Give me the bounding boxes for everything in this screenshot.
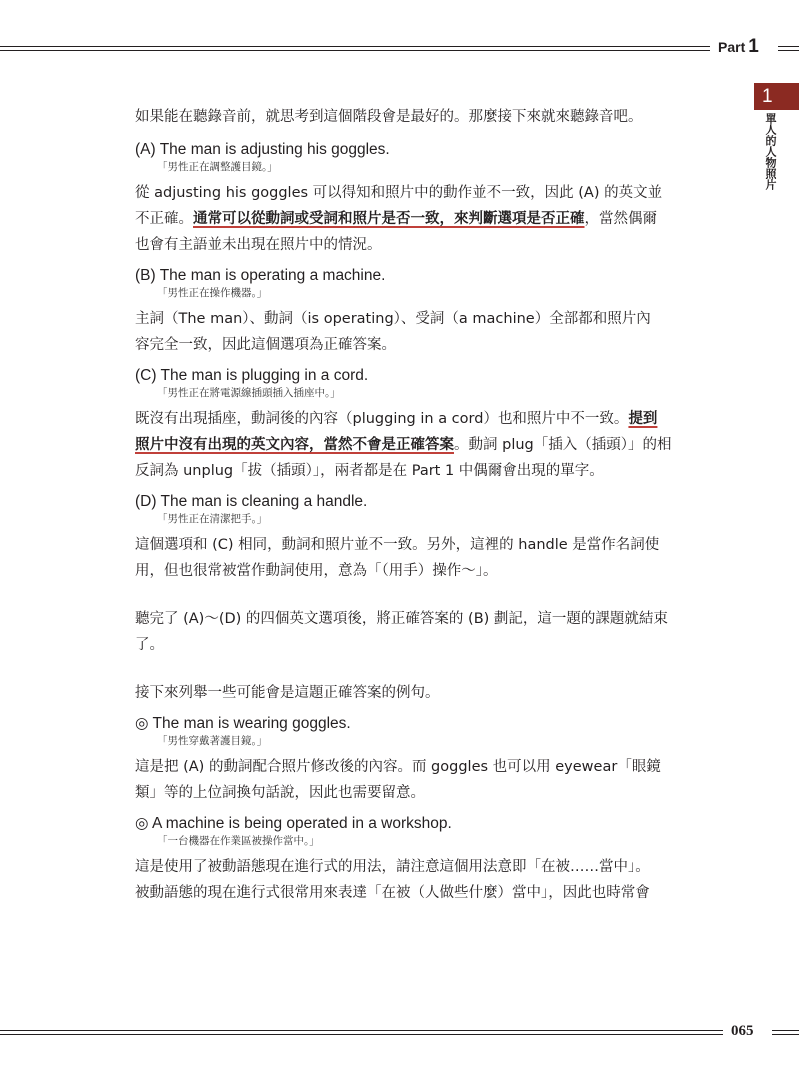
chapter-tab (754, 83, 799, 110)
paragraph-example-1-explanation (135, 754, 665, 806)
paragraph-line: 聽完了 (A)～(D) 的四個英文選項後，將正確答案的 (B) 劃記，這一題的課題就結束 (135, 611, 668, 627)
highlighted-text: 照片中沒有出現的英文內容，當然不會是正確答案 (135, 437, 454, 453)
example-sentence-1: ◎ The man is wearing goggles. (135, 715, 351, 732)
paragraph-line (135, 206, 665, 232)
paragraph-line: 被動語態的現在進行式很常用來表達「在被（人做些什麼）當中」，因此也時常會 (135, 885, 650, 901)
paragraph-line: 這是使用了被動語態現在進行式的用法，請注意這個用法意即「在被……當中」。 (135, 859, 650, 875)
paragraph-examples-intro: 接下來列舉一些可能會是這題正確答案的例句。 (135, 685, 440, 701)
part-label-text: Part (718, 39, 746, 55)
choice-c-translation: 「男性正在將電源線插頭插入插座中。」 (157, 387, 341, 399)
paragraph-line: 這是把 (A) 的動詞配合照片修改後的內容。而 goggles 也可以用 eyewear「眼鏡 (135, 759, 661, 775)
header-rule-tail (778, 46, 799, 51)
footer-rule-tail (772, 1030, 799, 1035)
text-run: 既沒有出現插座，動詞後的內容（plugging in a cord）也和照片中不一致。 (135, 411, 629, 427)
choice-d-translation: 「男性正在清潔把手。」 (157, 513, 268, 525)
paragraph-line: 了。 (135, 637, 164, 653)
chapter-number: 1 (762, 86, 773, 107)
paragraph-intro: 如果能在聽錄音前，就思考到這個階段會是最好的。那麼接下來就來聽錄音吧。 (135, 109, 643, 125)
part-label (718, 36, 759, 58)
choice-a-translation: 「男性正在調整護目鏡。」 (157, 161, 278, 173)
highlighted-text: 通常可以從動詞或受詞和照片是否一致，來判斷選項是否正確 (193, 211, 585, 227)
part-number: 1 (748, 36, 759, 57)
paragraph-c-explanation (135, 406, 672, 484)
header-rule-secondary (0, 50, 710, 51)
page-body (135, 100, 672, 906)
example-2-translation: 「一台機器在作業區被操作當中。」 (157, 835, 320, 847)
footer-rule-secondary (0, 1034, 723, 1035)
paragraph-line (135, 432, 672, 458)
text-run: ，當然偶爾 (584, 211, 657, 227)
paragraph-line: 也會有主語並未出現在照片中的情況。 (135, 237, 382, 253)
highlighted-text: 提到 (628, 411, 658, 427)
paragraph-line: 主詞（The man）、動詞（is operating）、受詞（a machine）全部都和照片內 (135, 311, 651, 327)
paragraph-line: 反詞為 unplug「拔（插頭）」，兩者都是在 Part 1 中偶爾會出現的單字。 (135, 463, 604, 479)
choice-b-translation: 「男性正在操作機器。」 (157, 287, 268, 299)
text-run: 不正確。 (135, 211, 193, 227)
example-1-translation: 「男性穿戴著護目鏡。」 (157, 735, 268, 747)
example-sentence-2: ◎ A machine is being operated in a workshop. (135, 815, 452, 832)
paragraph-line: 容完全一致，因此這個選項為正確答案。 (135, 337, 396, 353)
text-run: 。動詞 plug「插入（插頭）」的相 (454, 437, 672, 453)
choice-a: (A) The man is adjusting his goggles. (135, 141, 390, 158)
paragraph-summary (135, 606, 668, 658)
paragraph-b-explanation (135, 306, 665, 358)
paragraph-line (135, 406, 665, 432)
paragraph-line: 這個選項和 (C) 相同，動詞和照片並不一致。另外，這裡的 handle 是當作名詞使 (135, 537, 660, 553)
paragraph-line: 從 adjusting his goggles 可以得知和照片中的動作並不一致，因此 (A) 的英文並 (135, 185, 663, 201)
paragraph-a-explanation (135, 180, 665, 258)
chapter-title: 單人的人物照片 (764, 113, 777, 190)
footer-rule (0, 1030, 723, 1031)
paragraph-example-2-explanation (135, 854, 665, 906)
paragraph-line: 類」等的上位詞換句話說，因此也需要留意。 (135, 785, 425, 801)
choice-b: (B) The man is operating a machine. (135, 267, 386, 284)
choice-d: (D) The man is cleaning a handle. (135, 493, 368, 510)
header-rule (0, 46, 710, 47)
paragraph-line: 用，但也很常被當作動詞使用，意為「（用手）操作～」。 (135, 563, 498, 579)
choice-c: (C) The man is plugging in a cord. (135, 367, 369, 384)
paragraph-d-explanation (135, 532, 665, 584)
page-number: 065 (731, 1023, 754, 1039)
